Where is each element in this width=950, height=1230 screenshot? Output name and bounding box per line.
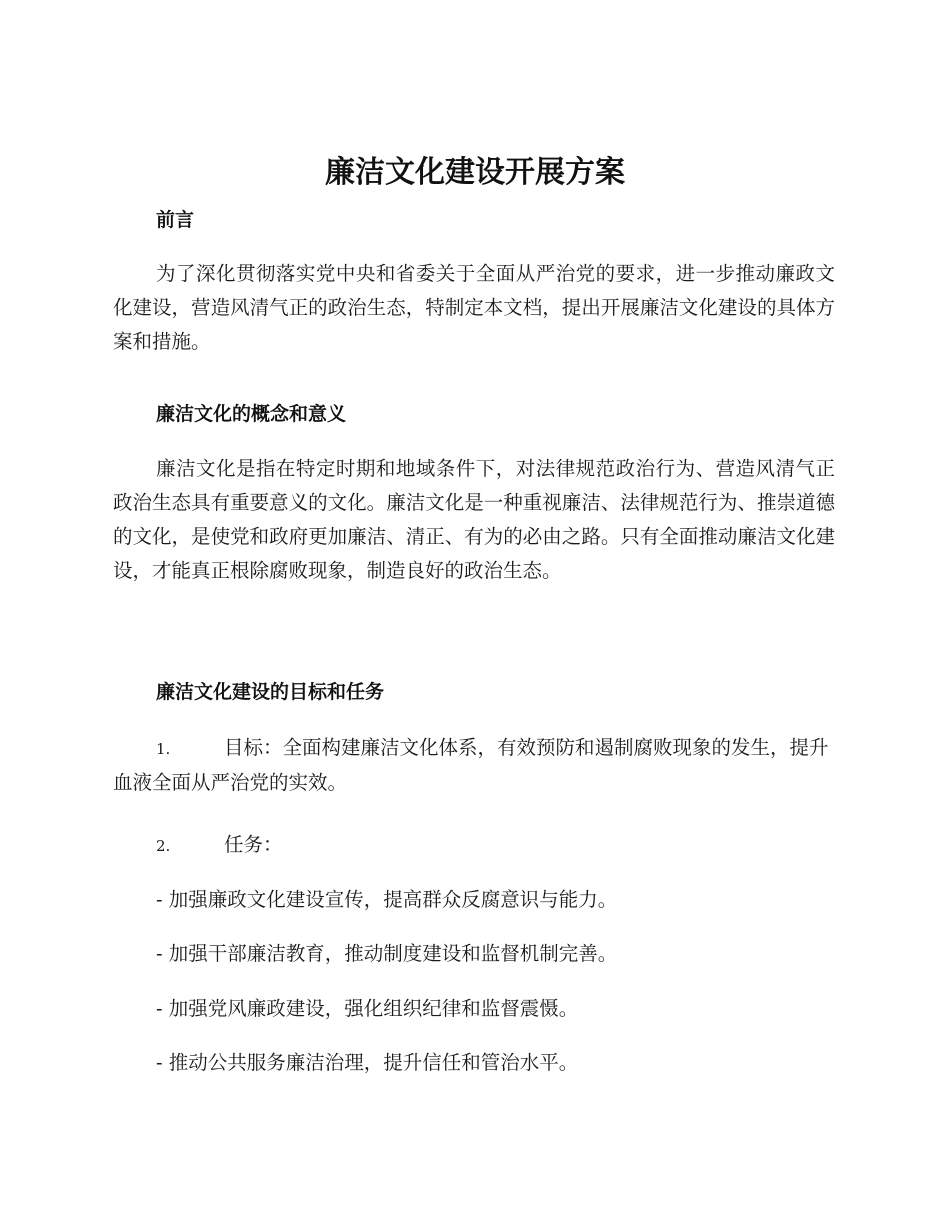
- task-item: - 加强干部廉洁教育，推动制度建设和监督机制完善。: [156, 942, 618, 965]
- preface-paragraph: 为了深化贯彻落实党中央和省委关于全面从严治党的要求，进一步推动廉政文化建设，营造风清气正的政治生态，特制定本文档，提出开展廉洁文化建设的具体方案和措施。: [113, 262, 835, 353]
- section-heading-preface: 前言: [156, 209, 195, 231]
- task-item: - 加强廉政文化建设宣传，提高群众反腐意识与能力。: [156, 888, 618, 911]
- numbered-list-item: [113, 828, 835, 863]
- list-number: 1.: [156, 740, 171, 758]
- concept-paragraph: 廉洁文化是指在特定时期和地域条件下，对法律规范政治行为、营造风清气正政治生态具有重要意义的文化。廉洁文化是一种重视廉洁、法律规范行为、推崇道德的文化，是使党和政府更加廉洁、清正、有为的必由之路。只有全面推动廉洁文化建设，才能真正根除腐败现象，制造良好的政治生态。: [113, 457, 835, 582]
- task-item: - 推动公共服务廉洁治理，提升信任和管治水平。: [156, 1051, 579, 1074]
- list-item-text: 目标：全面构建廉洁文化体系，有效预防和遏制腐败现象的发生，提升血液全面从严治党的实效。: [113, 736, 829, 794]
- numbered-list-item: [113, 731, 835, 800]
- document-title: 廉洁文化建设开展方案: [325, 155, 625, 190]
- list-item-text: 任务：: [224, 833, 283, 856]
- section-heading-goals: 廉洁文化建设的目标和任务: [156, 681, 385, 703]
- task-item: - 加强党风廉政建设，强化组织纪律和监督震慑。: [156, 997, 579, 1020]
- list-number: 2.: [156, 837, 171, 855]
- section-heading-concept: 廉洁文化的概念和意义: [156, 403, 347, 425]
